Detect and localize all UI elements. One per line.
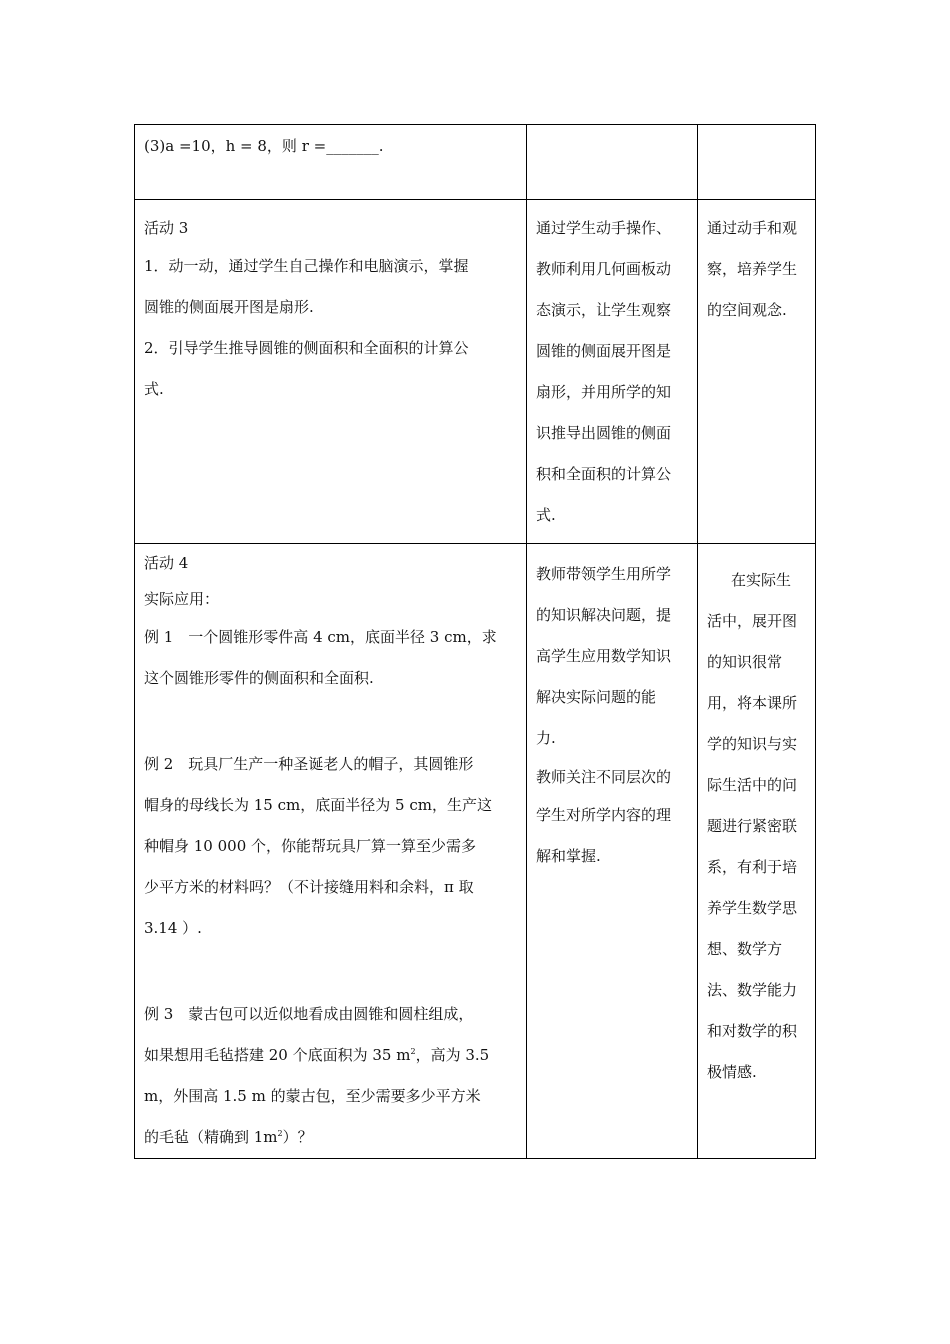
purpose-line: 活中，展开图 (707, 612, 798, 630)
example1-line: 例 1 一个圆锥形零件高 4 cm，底面半径 3 cm，求 (144, 628, 497, 646)
activity4-cell (135, 544, 527, 1159)
example2-line: 种帽身 10 000 个，你能帮玩具厂算一算至少需多 (144, 837, 477, 855)
activity3-title: 活动 3 (144, 219, 189, 237)
row1-activity-cell (135, 125, 527, 200)
example3-line: m，外围高 1.5 m 的蒙古包，至少需要多少平方米 (144, 1087, 481, 1105)
teacher-line: 解决实际问题的能 (536, 688, 657, 706)
example1-line: 这个圆锥形零件的侧面积和全面积. (144, 669, 374, 687)
purpose-line: 养学生数学思 (707, 899, 798, 917)
example3-line: 如果想用毛毡搭建 20 个底面积为 35 $m^2$，高为 3.5 (144, 1046, 490, 1064)
example3-line: 的毛毡（精确到 $1m^2$）？ (144, 1128, 313, 1146)
purpose-line: 在实际生 (731, 571, 792, 589)
teacher-line: 力. (536, 729, 556, 747)
purpose-line: 法、数学能力 (707, 981, 798, 999)
activity3-line: 2．引导学生推导圆锥的侧面积和全面积的计算公 (144, 339, 469, 357)
teacher-line: 学生对所学内容的理 (536, 806, 672, 824)
activity3-line: 圆锥的侧面展开图是扇形. (144, 298, 314, 316)
teacher-line: 扇形，并用所学的知 (536, 383, 672, 401)
purpose-line: 际生活中的问 (707, 776, 798, 794)
activity3-line: 1．动一动，通过学生自己操作和电脑演示，掌握 (144, 257, 469, 275)
activity4-teacher-cell (527, 544, 698, 1159)
teacher-line: 识推导出圆锥的侧面 (536, 424, 672, 442)
example2-line: 例 2 玩具厂生产一种圣诞老人的帽子，其圆锥形 (144, 755, 474, 773)
example2-line: 少平方米的材料吗？（不计接缝用料和余料，π 取 (144, 878, 474, 896)
row1-teacher-cell (527, 125, 698, 200)
purpose-line: 想、数学方 (707, 940, 783, 958)
teacher-line: 式. (536, 506, 556, 524)
purpose-line: 察，培养学生 (707, 260, 798, 278)
teacher-line: 通过学生动手操作、 (536, 219, 672, 237)
table-row (135, 200, 816, 544)
teacher-line: 积和全面积的计算公 (536, 465, 672, 483)
example3-line: 例 3 蒙古包可以近似地看成由圆锥和圆柱组成， (144, 1005, 474, 1023)
purpose-line: 题进行紧密联 (707, 817, 798, 835)
teacher-line: 教师关注不同层次的 (536, 768, 672, 786)
activity3-purpose-cell (698, 200, 816, 544)
activity3-line: 式. (144, 380, 164, 398)
teacher-line: 教师利用几何画板动 (536, 260, 672, 278)
example2-line: 帽身的母线长为 15 cm，底面半径为 5 cm，生产这 (144, 796, 492, 814)
lesson-plan-table (134, 124, 816, 1159)
table-row (135, 125, 816, 200)
example2-line: 3.14 ）. (144, 919, 202, 937)
activity3-cell (135, 200, 527, 544)
purpose-line: 的空间观念. (707, 301, 787, 319)
purpose-line: 极情感. (707, 1063, 757, 1081)
table-row (135, 544, 816, 1159)
teacher-line: 教师带领学生用所学 (536, 565, 672, 583)
purpose-line: 系，有利于培 (707, 858, 798, 876)
teacher-line: 高学生应用数学知识 (536, 647, 672, 665)
purpose-line: 和对数学的积 (707, 1022, 798, 1040)
purpose-line: 通过动手和观 (707, 219, 798, 237)
purpose-line: 的知识很常 (707, 653, 783, 671)
purpose-line: 学的知识与实 (707, 735, 798, 753)
purpose-line: 用，将本课所 (707, 694, 798, 712)
activity4-subtitle: 实际应用： (144, 590, 220, 608)
teacher-line: 解和掌握. (536, 847, 601, 865)
row1-purpose-cell (698, 125, 816, 200)
exercise-line: (3)a =10，h = 8，则 r =_______. (144, 137, 384, 155)
activity4-title: 活动 4 (144, 554, 189, 572)
teacher-line: 态演示，让学生观察 (536, 301, 672, 319)
activity4-purpose-cell (698, 544, 816, 1159)
activity3-teacher-cell (527, 200, 698, 544)
teacher-line: 圆锥的侧面展开图是 (536, 342, 672, 360)
teacher-line: 的知识解决问题，提 (536, 606, 672, 624)
